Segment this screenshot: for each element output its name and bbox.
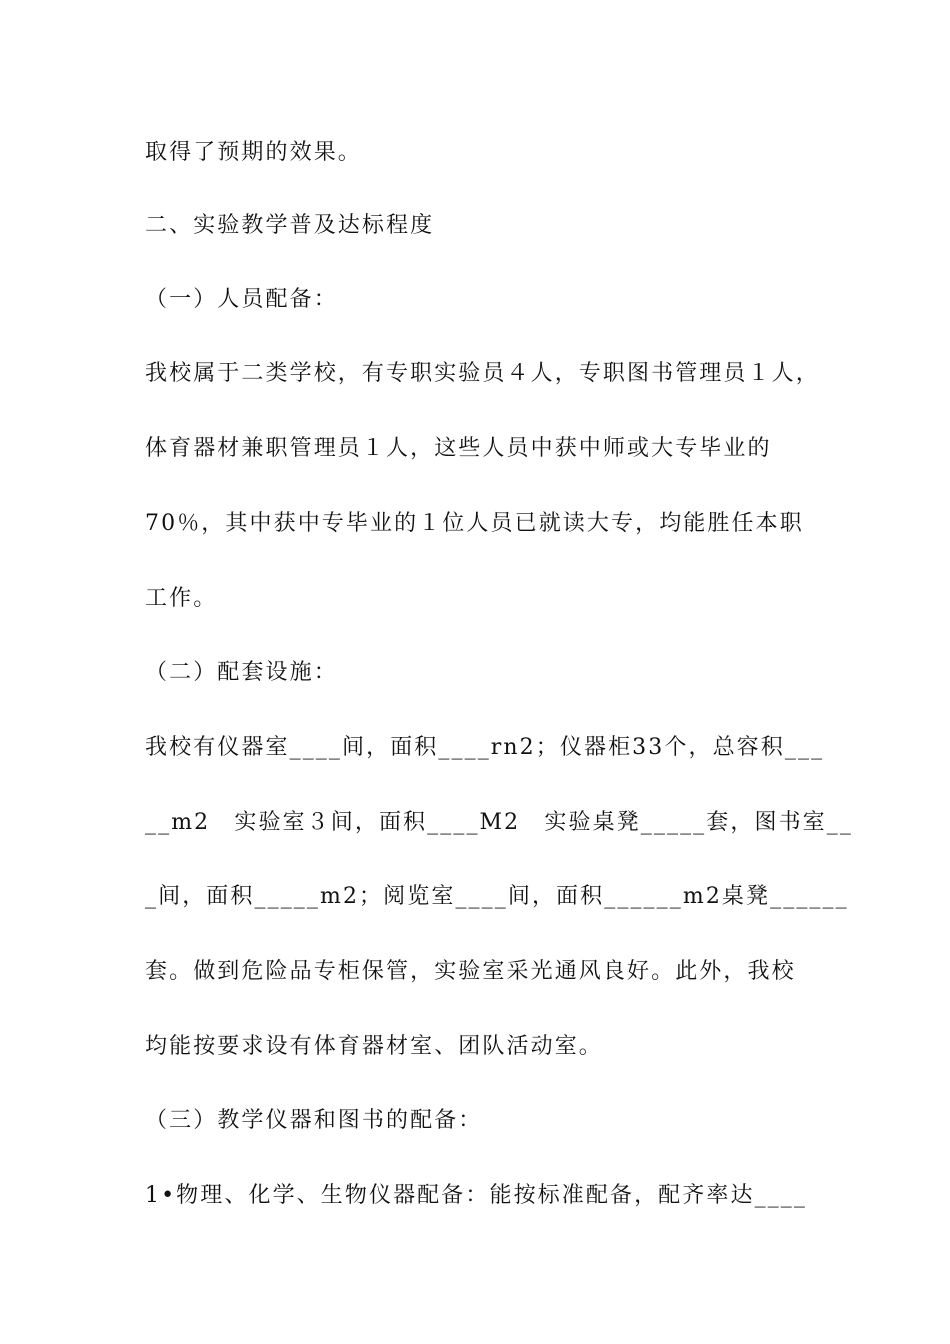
paragraph-line: 1•物理、化学、生物仪器配备：能按标准配备，配齐率达____: [145, 1183, 807, 1208]
paragraph-line: 均能按要求设有体育器材室、团队活动室。: [145, 1034, 603, 1059]
paragraph-line: 工作。: [145, 586, 218, 611]
paragraph-line: 体育器材兼职管理员１人，这些人员中获中师或大专毕业的: [145, 436, 772, 461]
section-heading: 二、实验教学普及达标程度: [145, 213, 435, 238]
subsection-heading: （三）教学仪器和图书的配备：: [145, 1108, 483, 1133]
paragraph-line: 取得了预期的效果。: [145, 140, 362, 165]
paragraph-line: 70％，其中获中专毕业的１位人员已就读大专，均能胜任本职: [145, 511, 804, 536]
paragraph-line: 我校有仪器室____间，面积____rn2；仪器柜33个，总容积___: [145, 735, 825, 760]
paragraph-line: __m2 实验室３间，面积____M2 实验桌凳_____套，图书室__: [145, 810, 853, 835]
subsection-heading: （一）人员配备：: [145, 287, 338, 312]
paragraph-line: 套。做到危险品专柜保管，实验室采光通风良好。此外，我校: [145, 959, 796, 984]
subsection-heading: （二）配套设施：: [145, 660, 338, 685]
paragraph-line: _间，面积_____m2；阅览室____间，面积______m2桌凳______: [145, 884, 849, 909]
paragraph-line: 我校属于二类学校，有专职实验员４人，专职图书管理员１人，: [145, 361, 820, 386]
